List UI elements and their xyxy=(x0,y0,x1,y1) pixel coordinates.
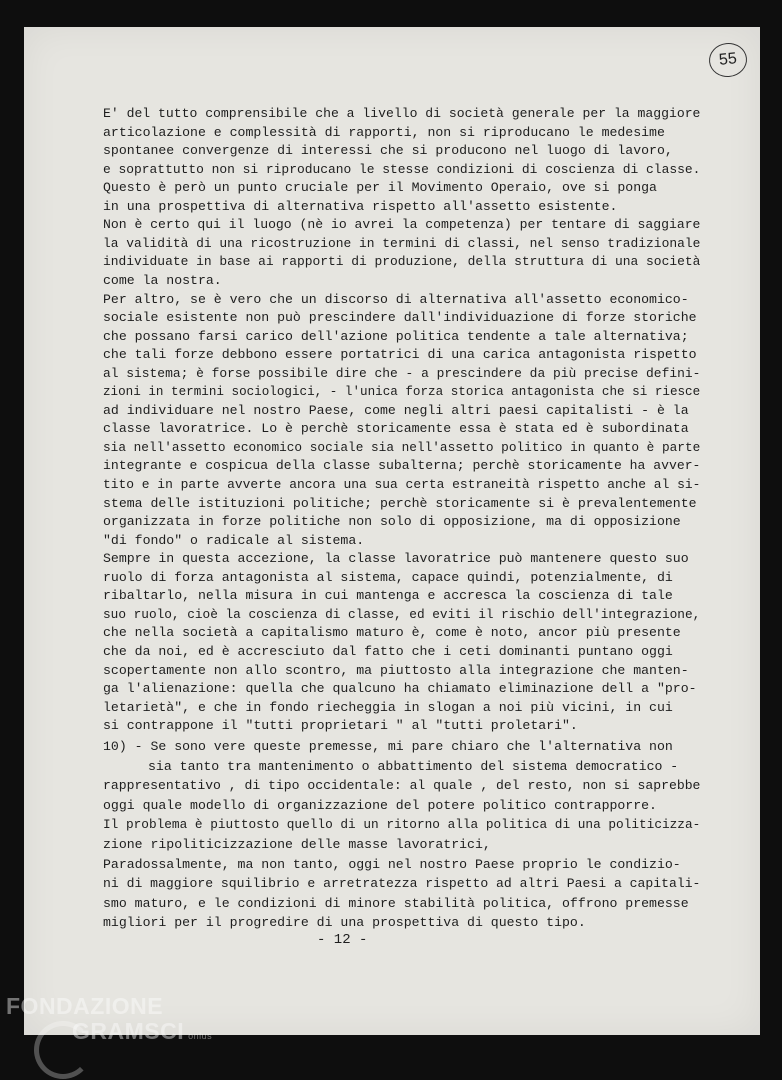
text-line: rappresentativo , di tipo occidentale: al quale , del resto, non si saprebbe xyxy=(103,778,701,794)
text-line: oggi quale modello di organizzazione del potere politico contrapporre. xyxy=(103,797,657,813)
text-line: articolazione e complessità di rapporti, non si riproducano le medesime xyxy=(103,124,665,140)
text-line: ruolo di forza antagonista al sistema, capace quindi, potenzialmente, di xyxy=(103,569,673,585)
text-line: "di fondo" o radicale al sistema. xyxy=(103,532,365,548)
text-line: integrante e cospicua della classe subalterna; perchè storicamente ha avver- xyxy=(103,458,701,474)
footer-page-number: - 12 - xyxy=(317,932,368,948)
text-line: che tali forze debbono essere portatrici di una carica antagonista rispetto xyxy=(103,347,697,363)
text-line: come la nostra. xyxy=(103,272,222,288)
text-line: Il problema è piuttosto quello di un ritorno alla politica di una politicizza- xyxy=(103,817,701,833)
text-line: si contrappone il "tutti proprietari " al "tutti proletari". xyxy=(103,718,578,734)
text-line: sia tanto tra mantenimento o abbattimento del sistema democratico - xyxy=(148,758,679,774)
text-line: individuate in base ai rapporti di produzione, della struttura di una società xyxy=(103,254,701,270)
page-stamp: 55 xyxy=(707,41,748,79)
text-line: suo ruolo, cioè la coscienza di classe, ed eviti il rischio dell'integrazione, xyxy=(103,606,701,622)
text-line: scopertamente non allo scontro, ma piuttosto alla integrazione che manten- xyxy=(103,662,689,678)
text-line: organizzata in forze politiche non solo di opposizione, ma di opposizione xyxy=(103,514,681,530)
text-line: Per altro, se è vero che un discorso di alternativa all'assetto economico- xyxy=(103,291,689,307)
text-line: ni di maggiore squilibrio e arretratezza rispetto ad altri Paesi a capitali- xyxy=(103,876,701,892)
text-line: Non è certo qui il luogo (nè io avrei la competenza) per tentare di saggiare xyxy=(103,217,701,233)
text-line: ribaltarlo, nella misura in cui mantenga e accresca la coscienza di tale xyxy=(103,588,673,604)
watermark-suffix: onlus xyxy=(188,1031,213,1041)
text-line: Sempre in questa accezione, la classe lavoratrice può mantenere questo suo xyxy=(103,551,689,567)
text-line: che nella società a capitalismo maturo è, come è noto, ancor più presente xyxy=(103,625,681,641)
text-line: ga l'alienazione: quella che qualcuno ha chiamato eliminazione dell a "pro- xyxy=(103,681,697,697)
text-line: E' del tutto comprensibile che a livello di società generale per la maggiore xyxy=(103,106,701,121)
text-line: smo maturo, e le condizioni di minore stabilità politica, offrono premesse xyxy=(103,895,689,911)
fondazione-gramsci-watermark xyxy=(6,993,212,1045)
watermark-g-logo xyxy=(34,1021,92,1079)
text-line: zioni in termini sociologici, - l'unica forza storica antagonista che si riesce xyxy=(103,384,701,400)
watermark-line2-text: GRAMSCI xyxy=(72,1018,185,1044)
text-line: classe lavoratrice. Lo è perchè storicamente essa è stata ed è subordinata xyxy=(103,421,689,437)
text-line: al sistema; è forse possibile dire che - a prescindere da più precise defini- xyxy=(103,365,701,381)
text-line: in una prospettiva di alternativa rispetto all'assetto esistente. xyxy=(103,198,618,214)
text-line: spontanee convergenze di interessi che si producono nel luogo di lavoro, xyxy=(103,143,673,159)
text-line: Questo è però un punto cruciale per il Movimento Operaio, ove si ponga xyxy=(103,180,657,196)
text-line: Paradossalmente, ma non tanto, oggi nel nostro Paese proprio le condizio- xyxy=(103,856,681,872)
text-line: che da noi, ed è accresciuto dal fatto che i ceti dominanti puntano oggi xyxy=(103,643,673,659)
watermark-line1: FONDAZIONE xyxy=(6,993,164,1019)
text-line: che possano farsi carico dell'azione politica tendente a tale alternativa; xyxy=(103,328,689,344)
text-line: migliori per il progredire di una prospettiva di questo tipo. xyxy=(103,915,586,931)
text-line: e soprattutto non si riproducano le stesse condizioni di coscienza di classe. xyxy=(103,161,701,177)
text-line: zione ripoliticizzazione delle masse lavoratrici, xyxy=(103,837,491,852)
text-line: letarietà", e che in fondo riecheggia in slogan a noi più vicini, in cui xyxy=(103,699,673,715)
text-line: la validità di una ricostruzione in termini di classi, nel senso tradizionale xyxy=(103,235,701,251)
text-line: tito e in parte avverte ancora una sua certa estraneità rispetto anche al si- xyxy=(103,477,701,492)
watermark-line2 xyxy=(72,1018,212,1045)
text-line: sia nell'assetto economico sociale sia nell'assetto politico in quanto è parte xyxy=(103,439,701,455)
section-heading-line: 10) - Se sono vere queste premesse, mi pare chiaro che l'alternativa non xyxy=(103,739,673,754)
text-line: sociale esistente non può prescindere dall'individuazione di forze storiche xyxy=(103,310,697,326)
text-line: ad individuare nel nostro Paese, come negli altri paesi capitalisti - è la xyxy=(103,402,689,418)
text-line: stema delle istituzioni politiche; perchè storicamente si è prevalentemente xyxy=(103,495,697,511)
